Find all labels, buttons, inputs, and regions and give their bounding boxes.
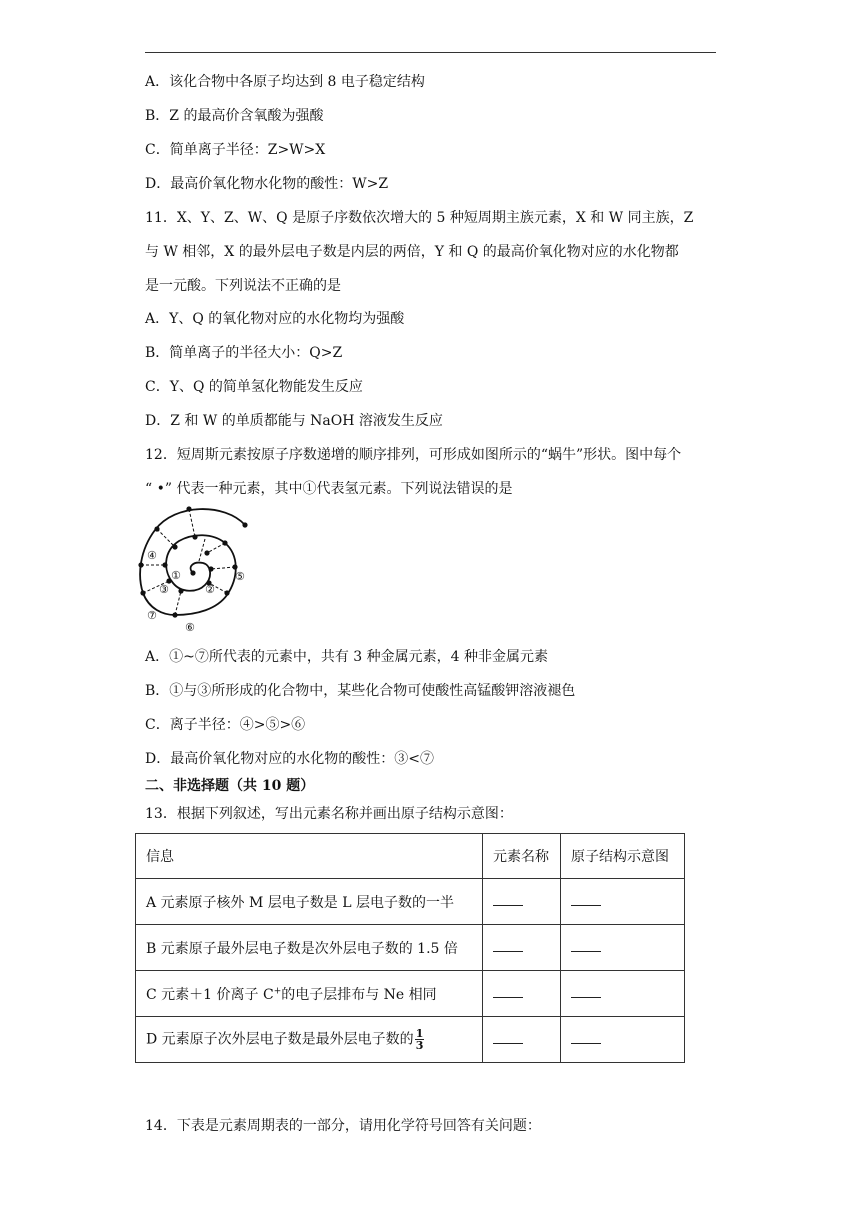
answer-blank[interactable] xyxy=(571,1031,601,1044)
q10-option-d: D．最高价氧化物水化物的酸性：W>Z xyxy=(145,176,389,192)
q14-stem: 14．下表是元素周期表的一部分，请用化学符号回答有关问题： xyxy=(145,1118,541,1134)
q12-stem-line-2: “ •” 代表一种元素，其中①代表氢元素。下列说法错误的是 xyxy=(145,481,513,497)
label-3: ③ xyxy=(159,583,169,596)
answer-blank[interactable] xyxy=(493,939,523,952)
label-1: ① xyxy=(171,569,181,582)
q13-table xyxy=(135,833,685,1063)
answer-blank[interactable] xyxy=(493,985,523,998)
label-6: ⑥ xyxy=(185,621,195,634)
row-c-info: C 元素＋1 价离子 C+的电子层排布与 Ne 相同 xyxy=(136,971,483,1017)
answer-blank[interactable] xyxy=(571,939,601,952)
label-2: ② xyxy=(205,583,215,596)
label-5: ⑤ xyxy=(235,570,245,583)
q12-option-a: A．①~⑦所代表的元素中，共有 3 种金属元素，4 种非金属元素 xyxy=(145,649,549,665)
answer-blank[interactable] xyxy=(493,893,523,906)
label-4: ④ xyxy=(147,549,157,562)
section-2-title: 二、非选择题（共 10 题） xyxy=(145,778,315,794)
q11-option-c: C．Y、Q 的简单氢化物能发生反应 xyxy=(145,379,363,395)
snail-spiral-diagram xyxy=(135,505,265,637)
row-b-info: B 元素原子最外层电子数是次外层电子数的 1.5 倍 xyxy=(136,925,483,971)
answer-blank[interactable] xyxy=(571,893,601,906)
q11-stem-line-1: 11．X、Y、Z、W、Q 是原子序数依次增大的 5 种短周期主族元素，X 和 W 同主族，Z xyxy=(145,210,694,226)
fraction: $\frac{1}{3}$ xyxy=(415,1027,424,1052)
q11-option-a: A．Y、Q 的氧化物对应的水化物均为强酸 xyxy=(145,311,405,327)
q12-option-b: B．①与③所形成的化合物中，某些化合物可使酸性高锰酸钾溶液褪色 xyxy=(145,683,576,699)
table-row xyxy=(136,1017,685,1063)
answer-blank[interactable] xyxy=(493,1031,523,1044)
header-structure-diagram: 原子结构示意图 xyxy=(561,834,685,879)
table-header-row xyxy=(136,834,685,879)
q12-option-d: D．最高价氧化物对应的水化物的酸性：③<⑦ xyxy=(145,751,434,767)
header-info: 信息 xyxy=(136,834,483,879)
table-row xyxy=(136,971,685,1017)
answer-blank[interactable] xyxy=(571,985,601,998)
q12-stem-line-1: 12．短周斯元素按原子序数递增的顺序排列，可形成如图所示的“蜗牛”形状。图中每个 xyxy=(145,447,682,463)
q10-option-b: B．Z 的最高价含氧酸为强酸 xyxy=(145,108,324,124)
q11-option-d: D．Z 和 W 的单质都能与 NaOH 溶液发生反应 xyxy=(145,413,443,429)
q12-option-c: C．离子半径：④>⑤>⑥ xyxy=(145,717,306,733)
q11-stem-line-3: 是一元酸。下列说法不正确的是 xyxy=(145,278,341,294)
q13-stem: 13．根据下列叙述，写出元素名称并画出原子结构示意图： xyxy=(145,806,513,822)
row-a-info: A 元素原子核外 M 层电子数是 L 层电子数的一半 xyxy=(136,879,483,925)
table-row xyxy=(136,879,685,925)
label-7: ⑦ xyxy=(147,609,157,622)
q11-stem-line-2: 与 W 相邻，X 的最外层电子数是内层的两倍，Y 和 Q 的最高价氧化物对应的水化物都 xyxy=(145,244,679,260)
table-row xyxy=(136,925,685,971)
top-rule xyxy=(145,52,716,53)
q10-option-a: A．该化合物中各原子均达到 8 电子稳定结构 xyxy=(145,74,425,90)
q10-option-c: C．简单离子半径：Z>W>X xyxy=(145,142,326,158)
q11-option-b: B．简单离子的半径大小：Q>Z xyxy=(145,345,343,361)
header-element-name: 元素名称 xyxy=(483,834,561,879)
row-d-info: D 元素原子次外层电子数是最外层电子数的 $\frac{1}{3}$ xyxy=(136,1017,483,1063)
